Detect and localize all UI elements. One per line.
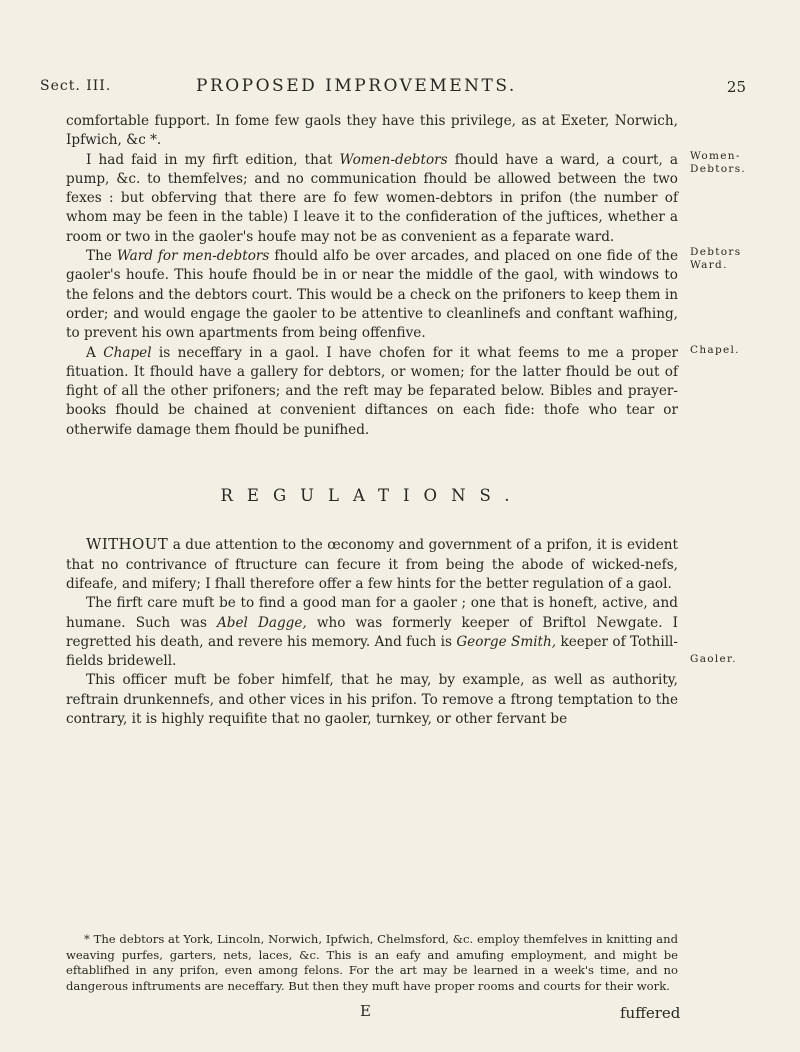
sidenote-chapel: Chapel. (690, 344, 740, 356)
paragraph-women-debtors (66, 151, 678, 247)
text-run: fhould have a ward, a court, a pump, &c. to themfelves; and no communication fhould be allowed between the two fexes : but obferving that there are fo few women-debtors in prifon (the number of whom may be feen in the table) I leave it to the confideration of the juftices, whether a room or two in the gaoler's houfe may not be as convenient as a feparate ward. (66, 151, 678, 245)
text-run: who was formerly keeper of Briftol Newgate. I regretted his death, and revere his memory. And fuch is (66, 614, 678, 650)
paragraph-debtors-ward (66, 247, 678, 343)
running-header (40, 76, 746, 102)
footnote-text: * The debtors at York, Lincoln, Norwich, Ipfwich, Chelmsford, &c. employ themfelves in knitting and weaving purfes, garters, nets, laces, &c. This is an eafy and amufing employment, and might be eftablifhed in any prifon, even among felons. For the art may be learned in a week's time, and no dangerous inftruments are neceffary. But then they muft have proper rooms and courts for their work. (66, 932, 678, 993)
paragraph-sober-officer: This officer muft be fober himfelf, that he may, by example, as well as authority, reftrain drunkennefs, and other vices in his prifon. To remove a ftrong temptation to the contrary, it is highly requifite that no gaoler, turnkey, or other fervant be (66, 672, 678, 728)
paragraph-regulations-intro (66, 535, 678, 594)
section-label: Sect. III. (40, 78, 112, 94)
text-run: I had faid in my firft edition, that (86, 151, 340, 168)
text-run: is neceffary in a gaol. I have chofen for it what feems to me a proper fituation. It fhould have a gallery for debtors, or women; for the latter fhould be out of fight of all the other prifoners; and the reft may be feparated below. Bibles and prayer-books fhould be chained at convenient diftances on each fide: thofe who tear or otherwife damage them fhould be punifhed. (66, 344, 678, 438)
text-run: fhould alfo be over arcades, and placed on one fide of the gaoler's houfe. This houfe fhould be in or near the middle of the gaol, with windows to the felons and the debtors court. This would be a check on the prifoners to keep them in order; and would engage the gaoler to be attentive to cleanlinefs and conftant wafhing, to prevent his own apartments from being offenfive. (66, 248, 678, 342)
sidenote-gaoler: Gaoler. (690, 653, 737, 665)
emphasis-chapel: Chapel (103, 344, 152, 361)
text-run: A (86, 344, 104, 361)
page-title: PROPOSED IMPROVEMENTS. (196, 76, 517, 96)
emphasis-ward-men-debtors: Ward for men-debtors (116, 248, 270, 265)
paragraph-chapel (66, 344, 678, 440)
text-run: keeper of Tothill-fields bridewell. (66, 633, 678, 670)
sidenote-women-debtors: Women-Debtors. (690, 150, 747, 175)
text-run: The (86, 248, 117, 265)
text-run: a due attention to the œconomy and government of a prifon, it is evident that no contrivance of ftructure can fecure it from being the abode of wicked-nefs, difeafe, and mifery; I fhall therefore offer a few hints for the better regulation of a gaol. (66, 537, 678, 592)
sidenote-debtors-ward: Debtors Ward. (690, 246, 742, 271)
catchword: fuffered (620, 1004, 681, 1022)
signature-mark: E (360, 1002, 371, 1020)
footnote (66, 932, 678, 994)
text-run: The firft care muft be to find a good man for a gaoler ; one that is honeft, active, and humane. Such was (66, 595, 678, 631)
paragraph-1: comfortable fupport. In fome few gaols they have this privilege, as at Exeter, Norwich, Ipfwich, &c *. (66, 113, 678, 149)
lead-word: WITHOUT (86, 535, 169, 554)
page-number: 25 (726, 78, 746, 96)
emphasis-abel-dagge: Abel Dagge, (216, 614, 307, 631)
paragraph-gaoler (66, 594, 678, 671)
emphasis-women-debtors: Women-debtors (339, 151, 448, 168)
regulations-heading: REGULATIONS. (220, 486, 524, 506)
emphasis-george-smith: George Smith, (456, 633, 557, 650)
body-text (66, 112, 678, 729)
